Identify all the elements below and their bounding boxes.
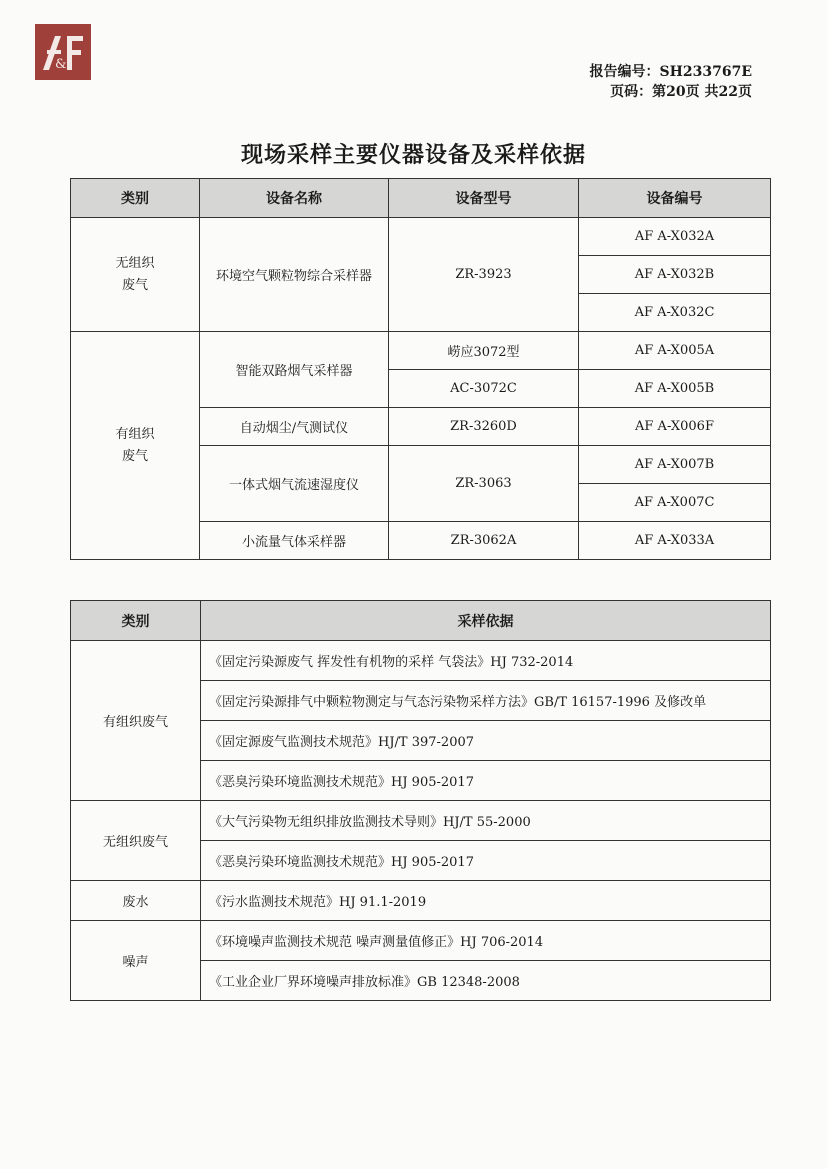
- sampling-basis-table: [70, 600, 771, 1001]
- basis-cell: 《环境噪声监测技术规范 噪声测量值修正》HJ 706-2014: [201, 921, 771, 961]
- device-id-cell: AF A-X032A: [579, 218, 771, 256]
- device-id-cell: AF A-X007B: [579, 446, 771, 484]
- category-cell: 无组织 废气: [71, 218, 200, 332]
- table-row: [71, 921, 771, 961]
- header-device-model: 设备型号: [389, 179, 579, 218]
- device-id-cell: AF A-X005B: [579, 370, 771, 408]
- table-row: [71, 881, 771, 921]
- device-model-cell: ZR-3260D: [389, 408, 579, 446]
- table-header-row: [71, 179, 771, 218]
- device-id-cell: AF A-X007C: [579, 484, 771, 522]
- device-name-cell: 小流量气体采样器: [200, 522, 389, 560]
- basis-cell: 《固定源废气监测技术规范》HJ/T 397-2007: [201, 721, 771, 761]
- header-device-name: 设备名称: [200, 179, 389, 218]
- category-cell: 废水: [71, 881, 201, 921]
- device-model-cell: ZR-3062A: [389, 522, 579, 560]
- company-logo: [35, 24, 91, 80]
- basis-cell: 《固定污染源废气 挥发性有机物的采样 气袋法》HJ 732-2014: [201, 641, 771, 681]
- svg-text:&: &: [55, 57, 67, 72]
- device-name-cell: 智能双路烟气采样器: [200, 332, 389, 408]
- device-id-cell: AF A-X032B: [579, 256, 771, 294]
- basis-cell: 《工业企业厂界环境噪声排放标准》GB 12348-2008: [201, 961, 771, 1001]
- table-row: [71, 641, 771, 681]
- basis-cell: 《恶臭污染环境监测技术规范》HJ 905-2017: [201, 841, 771, 881]
- header-basis: 采样依据: [201, 601, 771, 641]
- device-name-cell: 自动烟尘/气测试仪: [200, 408, 389, 446]
- report-number: 报告编号：SH233767E: [589, 64, 752, 80]
- table-row: [71, 332, 771, 370]
- table-header-row: [71, 601, 771, 641]
- basis-cell: 《大气污染物无组织排放监测技术导则》HJ/T 55-2000: [201, 801, 771, 841]
- header-category: 类别: [71, 179, 200, 218]
- category-cell: 有组织 废气: [71, 332, 200, 560]
- basis-cell: 《恶臭污染环境监测技术规范》HJ 905-2017: [201, 761, 771, 801]
- page-info: 页码：第20页 共22页: [610, 84, 752, 100]
- report-header: [590, 62, 752, 102]
- device-id-cell: AF A-X032C: [579, 294, 771, 332]
- device-id-cell: AF A-X006F: [579, 408, 771, 446]
- category-cell: 有组织废气: [71, 641, 201, 801]
- basis-cell: 《固定污染源排气中颗粒物测定与气态污染物采样方法》GB/T 16157-1996 及修改单: [201, 681, 771, 721]
- header-category: 类别: [71, 601, 201, 641]
- table-row: [71, 801, 771, 841]
- device-model-cell: ZR-3923: [389, 218, 579, 332]
- device-model-cell: ZR-3063: [389, 446, 579, 522]
- category-cell: 无组织废气: [71, 801, 201, 881]
- device-model-cell: 崂应3072型: [389, 332, 579, 370]
- category-cell: 噪声: [71, 921, 201, 1001]
- device-id-cell: AF A-X033A: [579, 522, 771, 560]
- device-name-cell: 一体式烟气流速湿度仪: [200, 446, 389, 522]
- page-title: 现场采样主要仪器设备及采样依据: [240, 142, 586, 168]
- basis-cell: 《污水监测技术规范》HJ 91.1-2019: [201, 881, 771, 921]
- equipment-table: [70, 178, 771, 560]
- device-id-cell: AF A-X005A: [579, 332, 771, 370]
- device-model-cell: AC-3072C: [389, 370, 579, 408]
- device-name-cell: 环境空气颗粒物综合采样器: [200, 218, 389, 332]
- table-row: [71, 218, 771, 256]
- header-device-id: 设备编号: [579, 179, 771, 218]
